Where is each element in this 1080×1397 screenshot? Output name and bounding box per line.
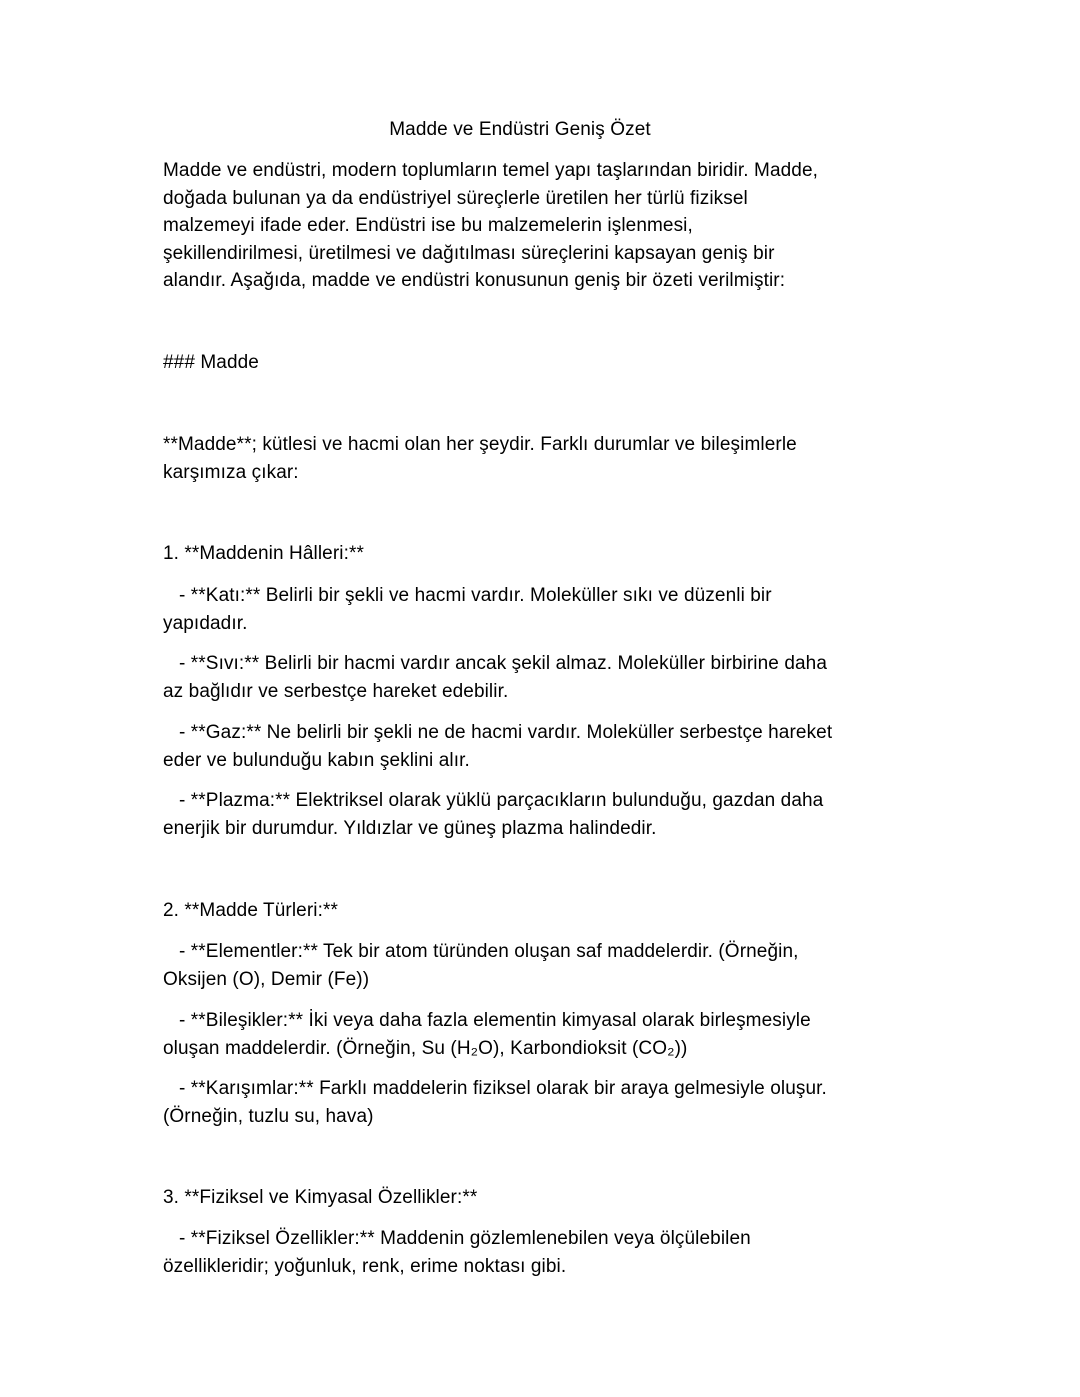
- list-item-mixtures: - **Karışımlar:** Farklı maddelerin fiziksel olarak bir araya gelmesiyle oluşur. (Örneğin, tuzlu su, hava): [163, 1078, 827, 1127]
- definition-line: **Madde**; kütlesi ve hacmi olan her şeydir. Farklı durumlar ve bileşimlerle: [163, 434, 797, 455]
- intro-line: malzemeyi ifade eder. Endüstri ise bu malzemelerin işlenmesi,: [163, 215, 693, 236]
- definition-line: karşımıza çıkar:: [163, 461, 299, 483]
- document-title: Madde ve Endüstri Geniş Özet: [389, 119, 651, 140]
- list-item-plasma: - **Plazma:** Elektriksel olarak yüklü parçacıkların bulunduğu, gazdan daha enerjik bir durumdur. Yıldızlar ve güneş plazma halindedir.: [163, 790, 824, 839]
- list-heading-states: 1. **Maddenin Hâlleri:**: [163, 543, 364, 564]
- list-heading-properties: 3. **Fiziksel ve Kimyasal Özellikler:**: [163, 1187, 478, 1208]
- intro-line: doğada bulunan ya da endüstriyel süreçlerle üretilen her türlü fiziksel: [163, 187, 748, 209]
- list-item-gas: - **Gaz:** Ne belirli bir şekli ne de hacmi vardır. Moleküller serbestçe hareket eder ve bulunduğu kabın şeklini alır.: [163, 722, 833, 771]
- list-item-elements: - **Elementler:** Tek bir atom türünden oluşan saf maddelerdir. (Örneğin, Oksijen (O), Demir (Fe)): [163, 941, 799, 990]
- list-item-solid: - **Katı:** Belirli bir şekli ve hacmi vardır. Moleküller sıkı ve düzenli bir yapıdadır.: [163, 585, 772, 634]
- list-item-compounds: - **Bileşikler:** İki veya daha fazla elementin kimyasal olarak birleşmesiyle oluşan maddelerdir. (Örneğin, Su (H₂O), Karbondioksit (CO₂)): [163, 1010, 811, 1059]
- definition-paragraph: [163, 431, 918, 486]
- intro-line: Madde ve endüstri, modern toplumların temel yapı taşlarından biridir. Madde,: [163, 160, 818, 181]
- list-heading-types: 2. **Madde Türleri:**: [163, 900, 338, 921]
- list-item-liquid: - **Sıvı:** Belirli bir hacmi vardır ancak şekil almaz. Moleküller birbirine daha az bağlıdır ve serbestçe hareket edebilir.: [163, 653, 828, 702]
- intro-line: şekillendirilmesi, üretilmesi ve dağıtılması süreçlerini kapsayan geniş bir: [163, 242, 775, 264]
- section-heading: ### Madde: [163, 352, 259, 373]
- intro-paragraph: [163, 157, 918, 295]
- intro-line: alandır. Aşağıda, madde ve endüstri konusunun geniş bir özeti verilmiştir:: [163, 270, 786, 291]
- list-item-physical-properties: - **Fiziksel Özellikler:** Maddenin gözlemlenebilen veya ölçülebilen özellikleridir; yoğunluk, renk, erime noktası gibi.: [163, 1228, 751, 1277]
